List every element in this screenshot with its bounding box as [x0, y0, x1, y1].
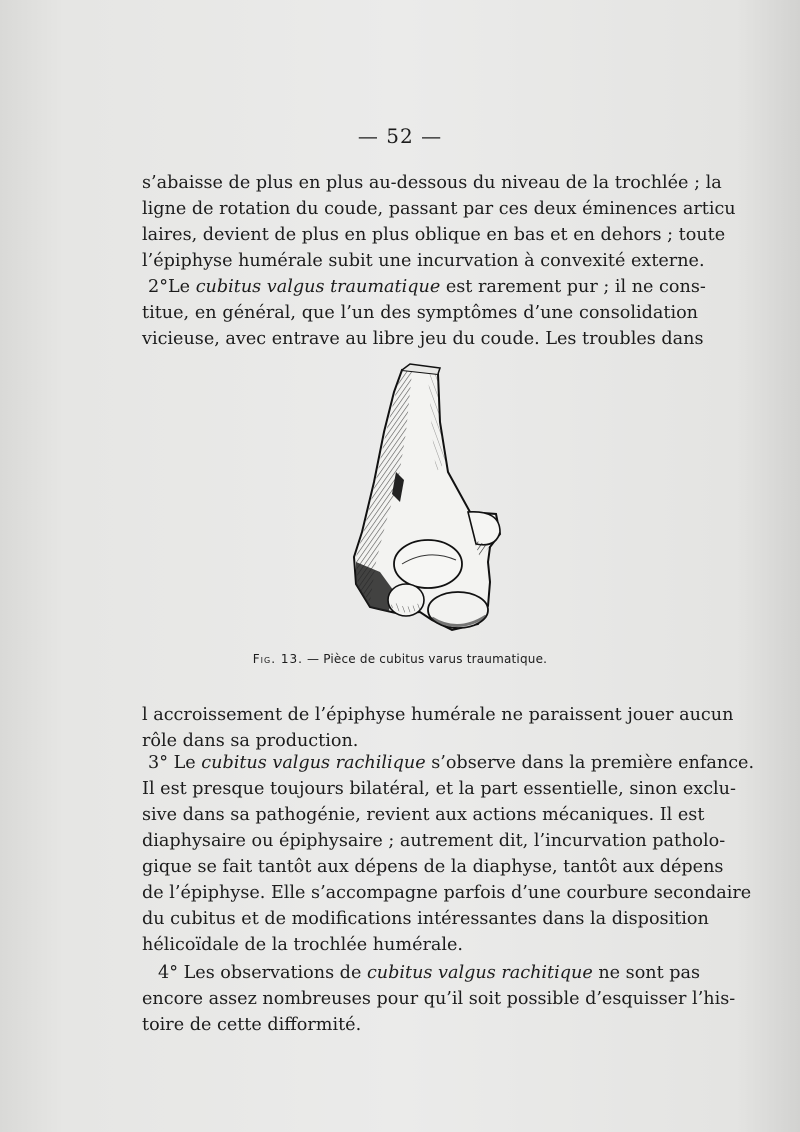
- text-segment: est rarement pur ; il ne cons-: [440, 277, 706, 297]
- text-segment: ne sont pas: [592, 963, 701, 983]
- text-line: l accroissement de l’épiphyse humérale ne paraissent jouer aucun: [142, 705, 734, 725]
- text-line: [142, 274, 706, 300]
- text-line: diaphysaire ou épiphysaire ; autrement dit, l’incurvation patholo-: [142, 831, 726, 851]
- italic-term: cubitus valgus rachitique: [366, 963, 593, 983]
- humerus-bone-engraving-icon: [340, 362, 510, 642]
- text-line: l’épiphyse humérale subit une incurvation à convexité externe.: [142, 251, 705, 271]
- text-line: [142, 750, 755, 776]
- figure-label: Fig. 13.: [252, 652, 303, 666]
- paragraph-2: [142, 274, 706, 352]
- figure-caption-text: — Pièce de cubitus varus traumatique.: [302, 652, 548, 666]
- paragraph-number: 2°: [148, 277, 168, 297]
- paragraph-4: [142, 960, 736, 1038]
- page-number: — 52 —: [357, 124, 443, 148]
- text-line: vicieuse, avec entrave au libre jeu du coude. Les troubles dans: [142, 329, 704, 349]
- text-line: sive dans sa pathogénie, revient aux actions mécaniques. Il est: [142, 805, 705, 825]
- text-segment: s’observe dans la première enfance.: [425, 753, 755, 773]
- text-line: [142, 960, 701, 986]
- text-line: titue, en général, que l’un des symptômes d’une consolidation: [142, 303, 698, 323]
- text-line: encore assez nombreuses pour qu’il soit possible d’esquisser l’his-: [142, 989, 736, 1009]
- text-line: laires, devient de plus en plus oblique en bas et en dehors ; toute: [142, 225, 726, 245]
- text-line: rôle dans sa production.: [142, 731, 359, 751]
- paragraph-number: 4°: [158, 963, 178, 983]
- figure-caption: [0, 652, 800, 666]
- text-line: Il est presque toujours bilatéral, et la part essentielle, sinon exclu-: [142, 779, 736, 799]
- text-line: hélicoïdale de la trochlée humérale.: [142, 935, 464, 955]
- text-line: toire de cette difformité.: [142, 1015, 362, 1035]
- text-line: du cubitus et de modifications intéressantes dans la disposition: [142, 909, 709, 929]
- paragraph-3: [142, 750, 755, 958]
- text-segment: Le: [168, 753, 202, 773]
- paragraph-number: 3°: [148, 753, 168, 773]
- paragraph-after-figure: [142, 702, 734, 754]
- paragraph-continued: [142, 170, 736, 274]
- italic-term: cubitus valgus rachilique: [201, 753, 426, 773]
- text-line: s’abaisse de plus en plus au-dessous du niveau de la trochlée ; la: [142, 173, 722, 193]
- text-line: ligne de rotation du coude, passant par ces deux éminences articu: [142, 199, 736, 219]
- text-segment: Les observations de: [178, 963, 367, 983]
- italic-term: cubitus valgus traumatique: [195, 277, 441, 297]
- text-segment: Le: [168, 277, 196, 297]
- text-line: de l’épiphyse. Elle s’accompagne parfois d’une courbure secondaire: [142, 883, 752, 903]
- text-line: gique se fait tantôt aux dépens de la diaphyse, tantôt aux dépens: [142, 857, 724, 877]
